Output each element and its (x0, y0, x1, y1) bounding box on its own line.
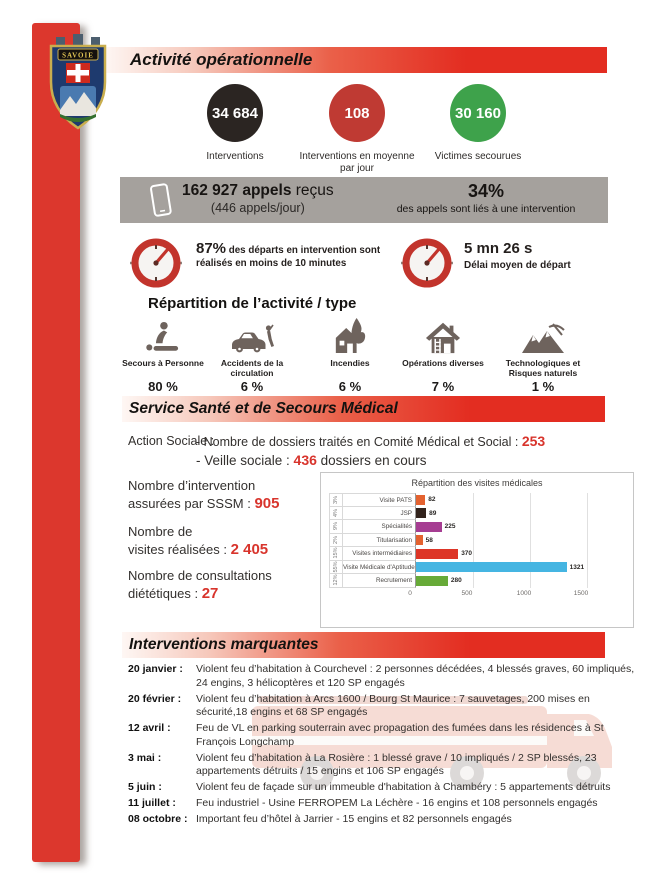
gauge-value: 87% (196, 240, 227, 257)
calls-per-day: (446 appels/jour) (210, 201, 305, 215)
section-title: Interventions marquantes (129, 636, 319, 653)
pct-value: 34% (467, 181, 505, 201)
type-secours-a-personne (113, 317, 213, 394)
bar-value: 280 (450, 577, 462, 584)
chart-title: Répartition des visites médicales (411, 478, 543, 488)
row-label: Spécialités (343, 520, 416, 534)
event-item (128, 752, 642, 779)
chart-row (329, 520, 633, 534)
action-sociale-line2: - Veille sociale : 436 dossiers en cours (196, 452, 427, 468)
calls-linked-pct (372, 181, 600, 215)
cpr-rescue-icon (143, 321, 183, 355)
type-label: Technologiques et Risques naturels (505, 358, 581, 378)
visites-medicales-chart (320, 472, 634, 628)
stat-interventions-par-jour (295, 84, 419, 175)
chart-row (329, 547, 633, 561)
stat-label: Victimes secourues (434, 151, 522, 162)
sssm-stat-interventions: Nombre d’intervention assurées par SSSM : 905 (128, 478, 280, 512)
section-header-marquantes (122, 632, 605, 658)
event-text: Violent feu d’habitation à Courchevel : 2 personnes décédées, 4 blessés graves, 60 impliqués, 24 engins, 3 hélicoptères et 120 SP engagés (196, 663, 635, 689)
gauge-text-delai (464, 240, 571, 271)
stat-bubble: 108 (329, 84, 385, 142)
gauge-caption: Délai moyen de départ (464, 260, 571, 271)
event-text: Feu industriel - Usine FERROPEM La Léchère - 16 engins et 108 personnels engagés (196, 797, 598, 809)
chart-row (329, 534, 633, 548)
type-incendies (300, 317, 400, 394)
row-pct: 3% (333, 495, 339, 504)
phone-icon (148, 182, 174, 220)
type-label: Incendies (330, 358, 370, 368)
svg-text:SAVOIE: SAVOIE (62, 51, 94, 60)
calls-line: 162 927 appels reçus (182, 182, 334, 199)
type-operations-diverses (393, 317, 493, 394)
event-item (128, 693, 642, 720)
stopwatch-icon (127, 234, 185, 292)
row-pct: 9% (333, 522, 339, 531)
gauge-text-departs: 87% des départs en intervention sont réalisés en moins de 10 minutes (196, 240, 381, 269)
x-tick: 1500 (573, 589, 589, 597)
gauge-value: 5 mn 26 s (464, 240, 533, 257)
calls-count: 162 927 appels (182, 182, 292, 199)
event-date: 20 février : (128, 692, 182, 705)
type-pct: 1 % (531, 379, 555, 394)
mountains-pickaxe-icon (520, 323, 566, 355)
row-label: Visites intermédiaires (343, 547, 416, 561)
row-label: JSP (343, 507, 416, 521)
row-label: Recrutement (343, 574, 416, 588)
action-sociale-label: Action Sociale : (128, 434, 215, 448)
chart-row (329, 507, 633, 521)
row-pct: 4% (333, 508, 339, 517)
car-accident-icon (230, 321, 274, 355)
row-pct: 12% (333, 574, 339, 586)
section-header-activite (104, 47, 607, 73)
left-red-stripe (32, 23, 80, 862)
stat-victimes-secourues (416, 84, 540, 163)
chart-x-axis (408, 588, 589, 600)
action-sociale-line1: - Nombre de dossiers traités en Comité Médical et Social : 253 (196, 433, 546, 449)
bar-value: 225 (444, 523, 456, 530)
event-item (128, 781, 642, 795)
type-pct: 80 % (148, 379, 178, 394)
type-pct: 7 % (431, 379, 455, 394)
calls-summary-bar (120, 177, 608, 223)
sssm-dietetique-value: 27 (201, 585, 219, 602)
stopwatch-icon (398, 234, 456, 292)
bar-value: 370 (461, 550, 473, 557)
event-text: Violent feu d’habitation à La Rosière : 1 blessé grave / 10 impliqués / 2 SP blessés, 23 appartements détruits / 15 engins et 106 SP engagés (196, 751, 597, 777)
stat-interventions (173, 84, 297, 163)
section-title: Service Santé et de Secours Médical (129, 400, 398, 417)
stat-label: Interventions en moyenne par jour (299, 151, 415, 174)
bar (416, 495, 425, 505)
stat-bubble: 34 684 (207, 84, 263, 142)
event-text: Violent feu d’habitation à Arcs 1600 / Bourg St Maurice : 7 sauvetages, 200 mises en sécurité,18 engins et 68 SP engagés (196, 692, 590, 718)
bar-value: 58 (425, 536, 433, 544)
sssm-visites-value: 2 405 (230, 541, 269, 558)
sssm-stat-visites: Nombre de visites réalisées : 2 405 (128, 524, 269, 558)
bar (416, 562, 567, 572)
type-pct: 6 % (338, 379, 362, 394)
row-pct: 15% (333, 547, 339, 559)
row-label: Visite PATS (343, 493, 416, 507)
bar (416, 508, 426, 518)
row-label: Visite Médicale d'Aptitude (343, 561, 416, 575)
event-text: Feu de VL en parking souterrain avec propagation des fumées dans les résidences à St François Longchamp (196, 722, 604, 748)
events-list (128, 663, 642, 829)
chart-row (329, 561, 633, 575)
x-tick: 500 (461, 589, 473, 597)
dossiers-traites-value: 253 (521, 433, 546, 449)
event-item (128, 813, 642, 827)
row-pct: 55% (333, 561, 339, 573)
type-accidents-circulation (202, 317, 302, 394)
bar (416, 576, 448, 586)
repartition-title: Répartition de l’activité / type (148, 295, 357, 312)
chart-rows (321, 493, 633, 588)
type-label: Opérations diverses (402, 358, 484, 368)
burning-house-icon (333, 317, 367, 355)
sssm-interventions-value: 905 (254, 495, 280, 512)
row-label: Titularisation (343, 534, 416, 548)
event-item (128, 797, 642, 811)
type-technologiques-risques (493, 317, 593, 394)
stat-label: Interventions (206, 151, 264, 162)
row-pct: 2% (333, 535, 339, 544)
type-pct: 6 % (240, 379, 264, 394)
stat-bubble: 30 160 (450, 84, 506, 142)
bar-value: 89 (429, 509, 437, 517)
event-date: 20 janvier : (128, 663, 183, 675)
event-date: 08 octobre : (128, 813, 188, 825)
chart-row (329, 574, 633, 588)
event-item (128, 663, 642, 690)
bar-value: 1321 (569, 563, 585, 571)
bar (416, 535, 423, 545)
event-item (128, 722, 642, 749)
event-date: 11 juillet : (128, 797, 176, 809)
event-date: 3 mai : (128, 751, 162, 764)
veille-sociale-value: 436 (293, 452, 317, 468)
chart-row (329, 493, 633, 507)
section-header-sssm (122, 396, 605, 422)
x-tick: 0 (408, 589, 412, 597)
sssm-stat-consultations: Nombre de consultations diététiques : 27 (128, 568, 272, 602)
type-label: Secours à Personne (122, 358, 204, 368)
calls-received (182, 182, 334, 215)
bar (416, 549, 458, 559)
sdis-savoie-crest-logo (46, 34, 110, 132)
event-text: Important feu d’hôtel à Jarrier - 15 engins et 82 personnels engagés (196, 813, 512, 825)
x-tick: 1000 (516, 589, 532, 597)
type-label: Accidents de la circulation (220, 358, 284, 378)
section-title: Activité opérationnelle (130, 50, 313, 69)
event-date: 5 juin : (128, 781, 162, 793)
bar-value: 82 (428, 496, 436, 503)
event-date: 12 avril : (128, 722, 171, 734)
house-ladder-icon (423, 319, 463, 355)
event-text: Violent feu de façade sur un immeuble d'habitation à Chambéry : 5 appartements détruits (196, 781, 611, 793)
pct-caption: des appels sont liés à une intervention (396, 203, 576, 215)
bar (416, 522, 442, 532)
